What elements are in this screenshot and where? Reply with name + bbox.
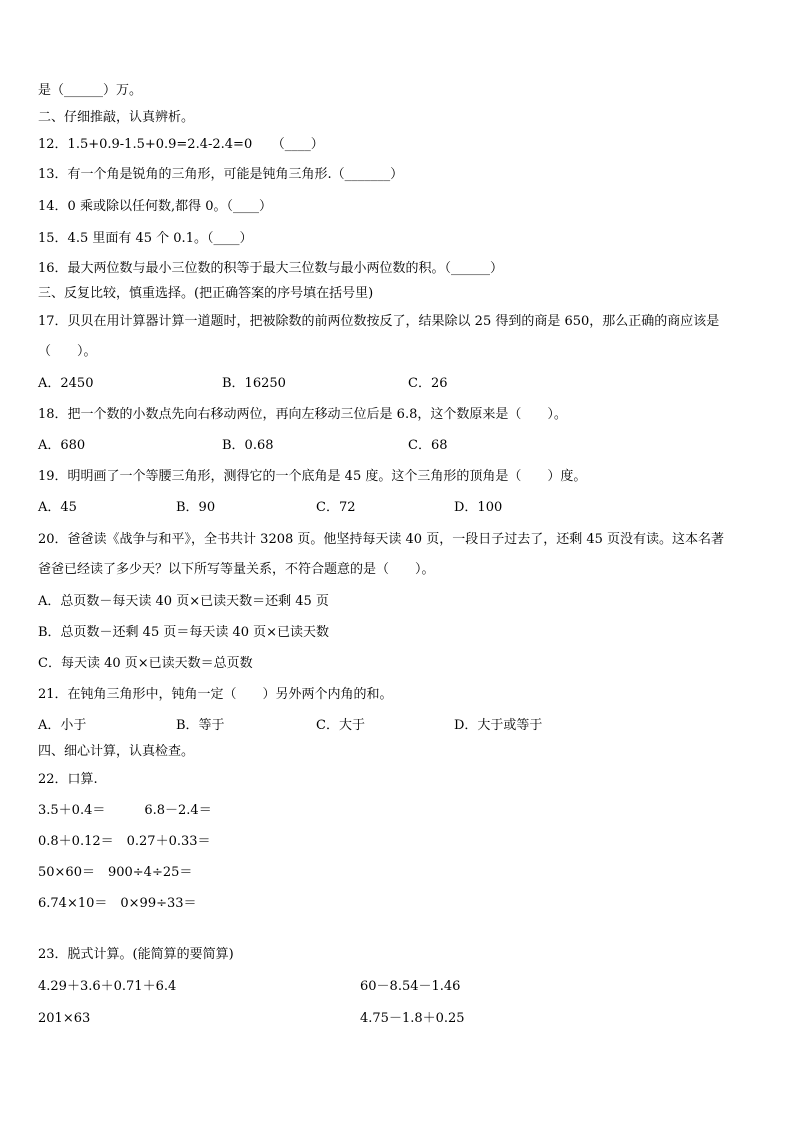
q23-expr-1: 4.29＋3.6＋0.71＋6.4 xyxy=(38,979,177,994)
q18-option-b: B．0.68 xyxy=(222,438,274,453)
q17-option-c: C．26 xyxy=(408,376,448,391)
question-13: 13．有一个角是锐角的三角形，可能是钝角三角形.（_______） xyxy=(38,167,404,182)
q23-expr-3: 201×63 xyxy=(38,1011,91,1026)
q21-option-d: D．大于或等于 xyxy=(454,718,543,733)
question-22: 22．口算. xyxy=(38,772,98,787)
q20-option-b: B．总页数－还剩 45 页＝每天读 40 页×已读天数 xyxy=(38,625,330,640)
q19-option-d: D．100 xyxy=(454,500,503,515)
question-14: 14．0 乘或除以任何数,都得 0。（____） xyxy=(38,199,272,214)
question-17-line-1: 17．贝贝在用计算器计算一道题时，把被除数的前两位数按反了，结果除以 25 得到的商是 650，那么正确的商应该是 xyxy=(38,314,720,329)
q21-option-c: C．大于 xyxy=(316,718,365,733)
question-15: 15．4.5 里面有 45 个 0.1。（____） xyxy=(38,231,253,246)
question-21: 21．在钝角三角形中，钝角一定（ ）另外两个内角的和。 xyxy=(38,687,393,702)
q18-option-a: A．680 xyxy=(38,438,86,453)
q17-option-b: B．16250 xyxy=(222,376,286,391)
q18-option-c: C．68 xyxy=(408,438,448,453)
q21-option-b: B．等于 xyxy=(176,718,225,733)
carryover-line: 是（______）万。 xyxy=(38,83,143,98)
q20-option-c: C．每天读 40 页×已读天数＝总页数 xyxy=(38,656,253,671)
q23-expr-2: 60－8.54－1.46 xyxy=(360,979,461,994)
question-18: 18．把一个数的小数点先向右移动两位，再向左移动三位后是 6.8，这个数原来是（ ）。 xyxy=(38,407,567,422)
q21-option-a: A．小于 xyxy=(38,718,87,733)
question-16: 16．最大两位数与最小三位数的积等于最大三位数与最小两位数的积。（______） xyxy=(38,261,504,276)
question-23: 23．脱式计算。(能简算的要简算) xyxy=(38,947,234,962)
question-20-line-2: 爸爸已经读了多少天？以下所写等量关系，不符合题意的是（ ）。 xyxy=(38,562,435,577)
q22-row-2: 0.8＋0.12＝ 0.27＋0.33＝ xyxy=(38,834,211,849)
q22-row-3: 50×60＝ 900÷4÷25＝ xyxy=(38,865,193,880)
question-20-line-1: 20．爸爸读《战争与和平》，全书共计 3208 页。他坚持每天读 40 页，一段日子过去了，还剩 45 页没有读。这本名著 xyxy=(38,532,725,547)
section-4-heading: 四、细心计算，认真检查。 xyxy=(38,744,195,759)
q22-row-4: 6.74×10＝ 0×99÷33＝ xyxy=(38,896,197,911)
section-2-heading: 二、仔细推敲，认真辨析。 xyxy=(38,110,195,125)
q20-option-a: A．总页数－每天读 40 页×已读天数＝还剩 45 页 xyxy=(38,594,329,609)
q22-row-1: 3.5＋0.4＝ 6.8－2.4＝ xyxy=(38,803,212,818)
question-17-line-2: （ ）。 xyxy=(38,344,97,359)
q17-option-a: A．2450 xyxy=(38,376,94,391)
question-12: 12．1.5+0.9-1.5+0.9=2.4-2.4=0 （____） xyxy=(38,137,324,152)
q19-option-c: C．72 xyxy=(316,500,356,515)
section-3-heading: 三、反复比较，慎重选择。(把正确答案的序号填在括号里) xyxy=(38,286,374,301)
q23-expr-4: 4.75－1.8＋0.25 xyxy=(360,1011,465,1026)
q19-option-b: B．90 xyxy=(176,500,216,515)
q19-option-a: A．45 xyxy=(38,500,77,515)
question-19: 19．明明画了一个等腰三角形，测得它的一个底角是 45 度。这个三角形的顶角是（ ）度。 xyxy=(38,469,587,484)
